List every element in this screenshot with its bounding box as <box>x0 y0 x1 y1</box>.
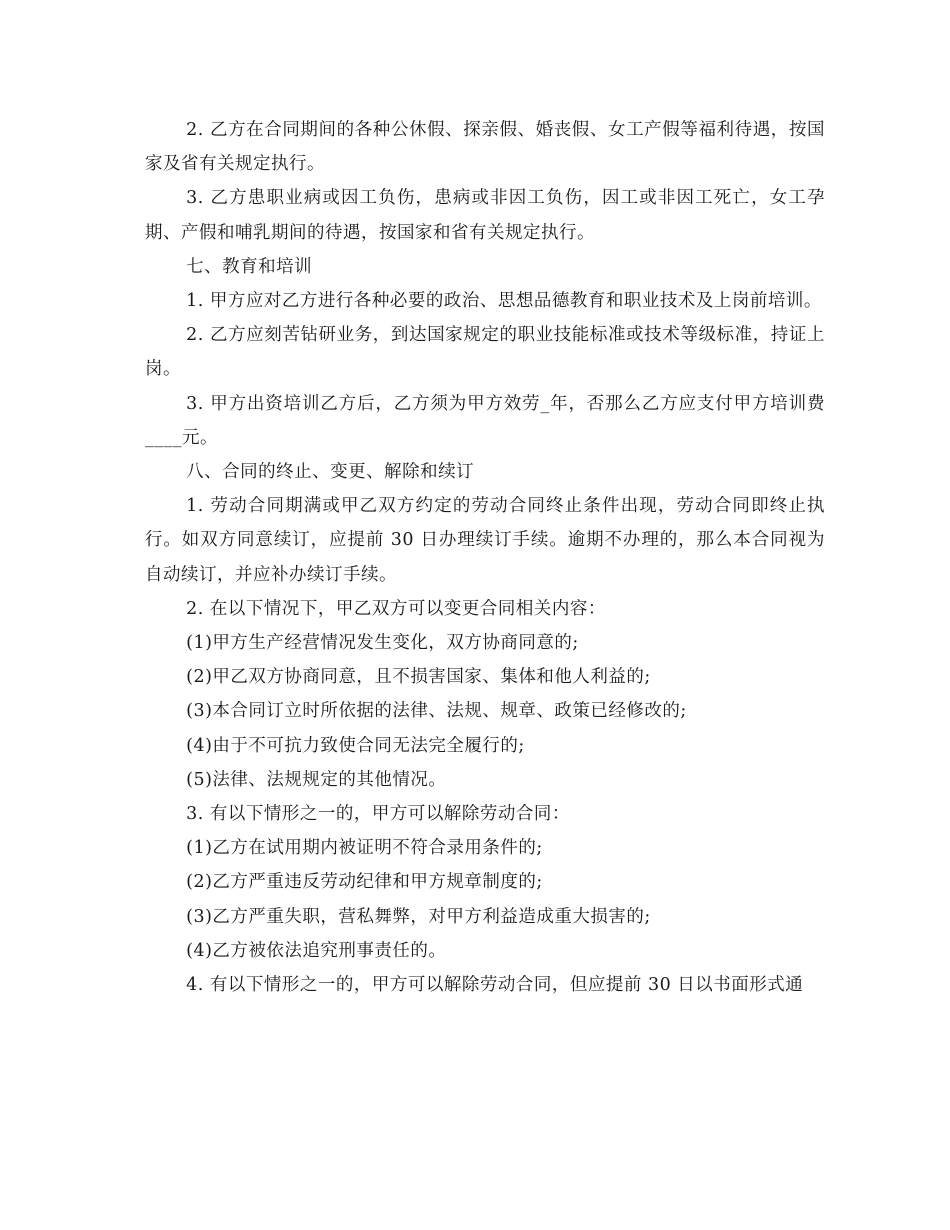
paragraph: 3. 甲方出资培训乙方后，乙方须为甲方效劳_年，否那么乙方应支付甲方培训费____元。 <box>145 393 825 448</box>
list-item: (3)本合同订立时所依据的法律、法规、规章、政策已经修改的; <box>186 701 687 722</box>
list-item: (5)法律、法规规定的其他情况。 <box>186 769 447 790</box>
list-item: (1)乙方在试用期内被证明不符合录用条件的; <box>186 838 543 859</box>
paragraph: 1. 甲方应对乙方进行各种必要的政治、思想品德教育和职业技术及上岗前培训。 <box>186 291 822 312</box>
paragraph: 4. 有以下情形之一的，甲方可以解除劳动合同，但应提前 30 日以书面形式通 <box>186 975 804 996</box>
paragraph: 2. 在以下情况下，甲乙双方可以变更合同相关内容： <box>186 598 606 619</box>
document-body <box>145 113 825 1002</box>
list-item: (2)甲乙双方协商同意，且不损害国家、集体和他人利益的; <box>186 667 651 688</box>
list-item: (2)乙方严重违反劳动纪律和甲方规章制度的; <box>186 872 543 893</box>
list-item: (1)甲方生产经营情况发生变化，双方协商同意的; <box>186 633 579 654</box>
list-item: (3)乙方严重失职，营私舞弊，对甲方利益造成重大损害的; <box>186 906 651 927</box>
paragraph: 1. 劳动合同期满或甲乙双方约定的劳动合同终止条件出现，劳动合同即终止执行。如双方同意续订，应提前 30 日办理续订手续。逾期不办理的，那么本合同视为自动续订，并应补办续订手续。 <box>145 496 825 585</box>
paragraph: 3. 有以下情形之一的，甲方可以解除劳动合同： <box>186 804 570 825</box>
list-item: (4)由于不可抗力致使合同无法完全履行的; <box>186 735 525 756</box>
paragraph: 2. 乙方应刻苦钻研业务，到达国家规定的职业技能标准或技术等级标准，持证上岗。 <box>145 325 825 380</box>
section-heading: 七、教育和培训 <box>186 256 313 277</box>
list-item: (4)乙方被依法追究刑事责任的。 <box>186 940 447 961</box>
section-heading: 八、合同的终止、变更、解除和续订 <box>186 462 475 483</box>
paragraph: 3. 乙方患职业病或因工负伤，患病或非因工负伤，因工或非因工死亡，女工孕期、产假和哺乳期间的待遇，按国家和省有关规定执行。 <box>145 188 825 243</box>
paragraph: 2. 乙方在合同期间的各种公休假、探亲假、婚丧假、女工产假等福利待遇，按国家及省有关规定执行。 <box>145 120 825 175</box>
